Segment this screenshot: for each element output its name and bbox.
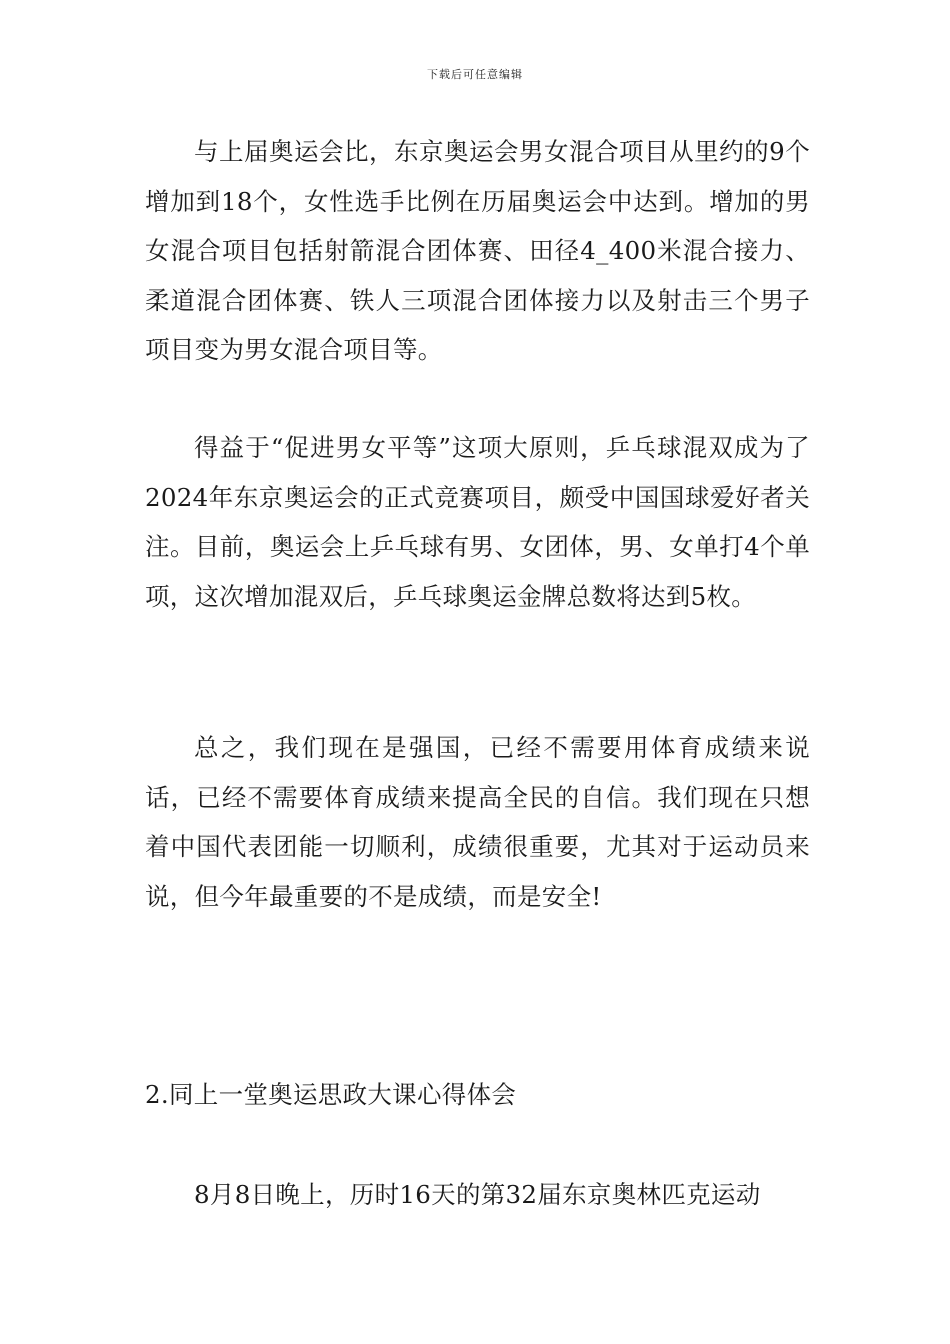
- paragraph-section-start: 8月8日晚上，历时16天的第32届东京奥林匹克运动: [194, 1180, 761, 1209]
- paragraph-conclusion: 总之，我们现在是强国，已经不需要用体育成绩来说话，已经不需要体育成绩来提高全民的自信。我们现在只想着中国代表团能一切顺利，成绩很重要，尤其对于运动员来说，但今年最重要的不是成绩，而是安全!: [145, 733, 810, 911]
- page-header-note: 下载后可任意编辑: [427, 68, 523, 81]
- section-heading: 2.同上一堂奥运思政大课心得体会: [145, 1080, 517, 1109]
- paragraph-table-tennis: 得益于“促进男女平等”这项大原则，乒乓球混双成为了2024年东京奥运会的正式竞赛项目，颇受中国国球爱好者关注。目前，奥运会上乒乓球有男、女团体，男、女单打4个单项，这次增加混双后，乒乓球奥运金牌总数将达到5枚。: [145, 433, 810, 611]
- paragraph-mixed-events: 与上届奥运会比，东京奥运会男女混合项目从里约的9个增加到18个，女性选手比例在历届奥运会中达到。增加的男女混合项目包括射箭混合团体赛、田径4_400米混合接力、柔道混合团体赛、铁人三项混合团体接力以及射击三个男子项目变为男女混合项目等。: [145, 137, 810, 364]
